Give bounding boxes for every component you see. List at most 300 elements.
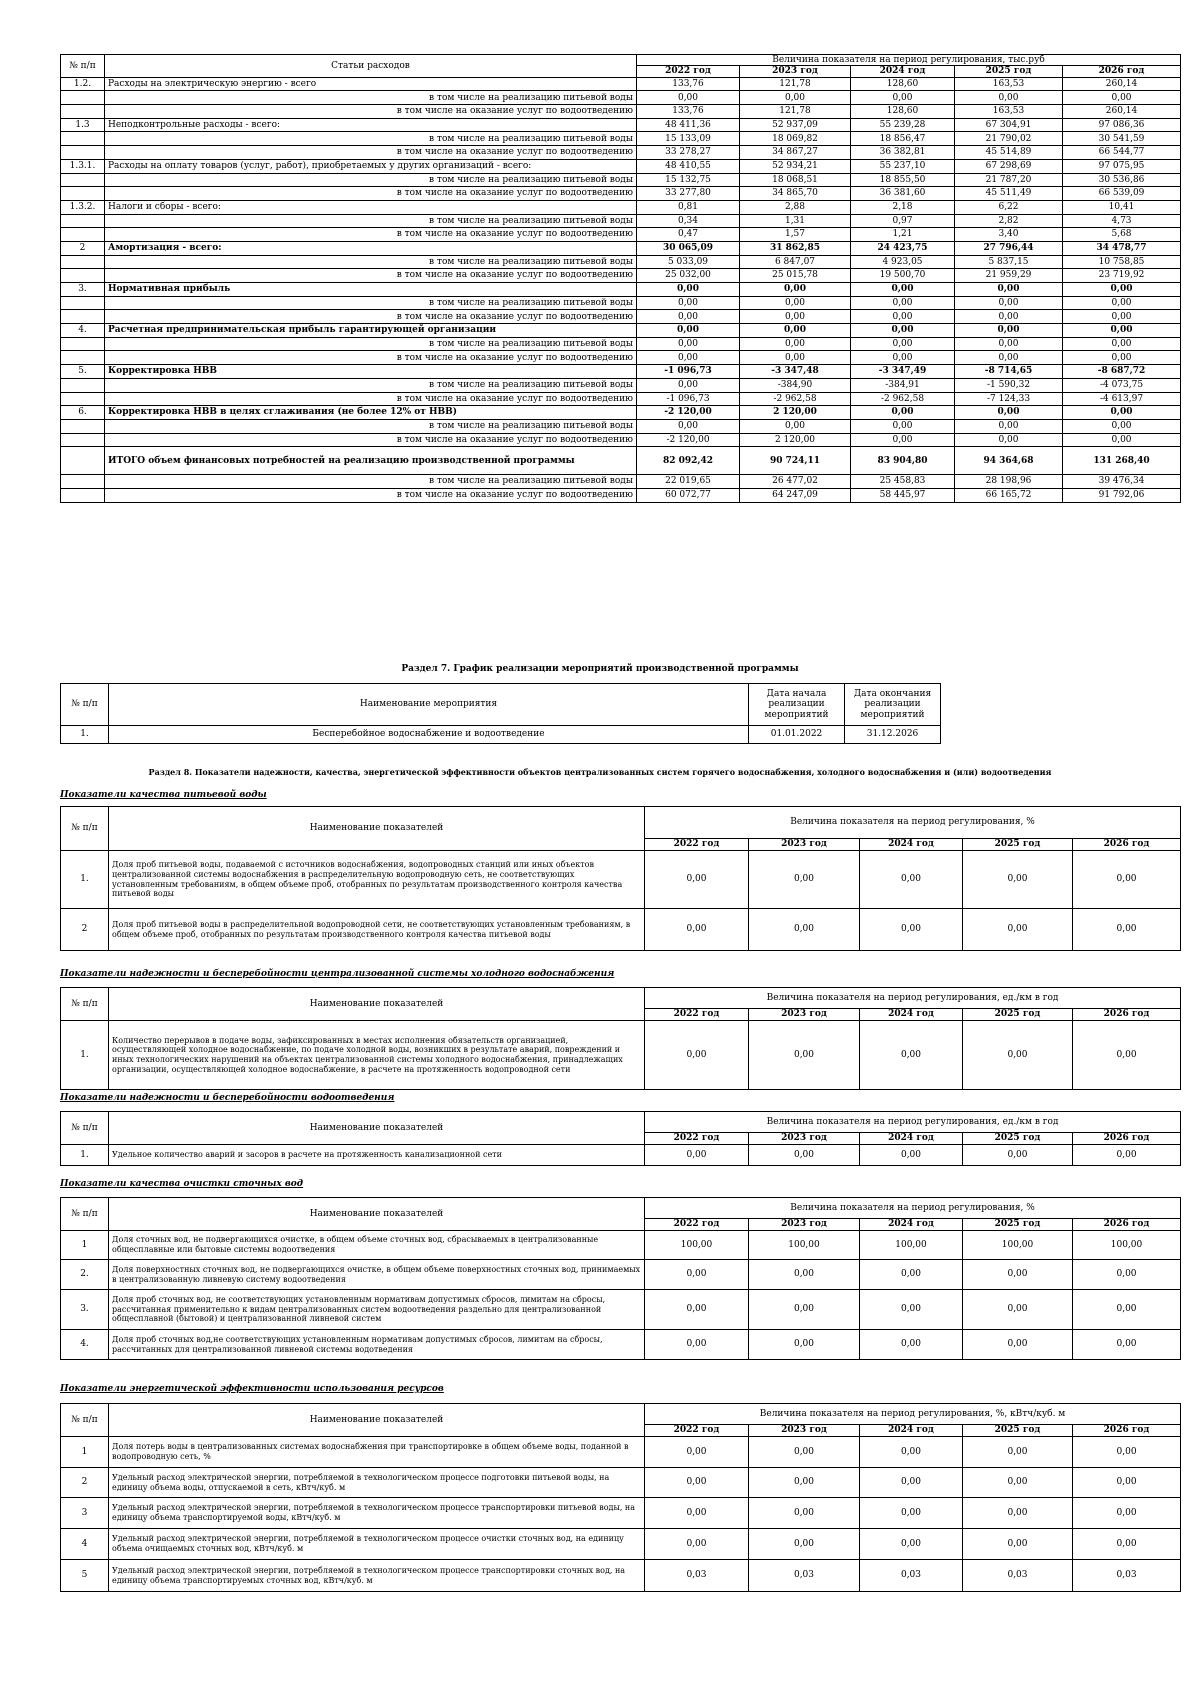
expenses-table xyxy=(60,54,1181,503)
value-cell: 0,00 xyxy=(963,1498,1073,1529)
value-cell: 0,00 xyxy=(963,1437,1073,1468)
table-row xyxy=(61,283,1181,297)
row-num: 1 xyxy=(61,1437,109,1468)
table-row xyxy=(61,173,1181,187)
value-cell: 0,00 xyxy=(740,324,851,338)
table-row xyxy=(61,146,1181,160)
value-cell: 0,00 xyxy=(955,433,1063,447)
value-cell: 0,47 xyxy=(637,228,740,242)
col-num-header: № п/п xyxy=(61,55,105,78)
row-num: 2. xyxy=(61,1260,109,1290)
value-cell: 0,00 xyxy=(851,283,955,297)
value-cell: 25 458,83 xyxy=(851,475,955,489)
value-cell: 0,00 xyxy=(740,419,851,433)
value-cell: 18 856,47 xyxy=(851,132,955,146)
table-row xyxy=(61,1529,1181,1560)
row-label: Корректировка НВВ в целях сглаживания (не более 12% от НВВ) xyxy=(105,406,637,420)
table-row xyxy=(61,228,1181,242)
value-cell: 26 477,02 xyxy=(740,475,851,489)
value-cell: 0,00 xyxy=(645,1260,749,1290)
value-cell: 1,57 xyxy=(740,228,851,242)
value-cell: 0,00 xyxy=(963,1330,1073,1360)
table-row xyxy=(61,91,1181,105)
value-cell: 0,00 xyxy=(851,419,955,433)
row-label: Расходы на электрическую энергию - всего xyxy=(105,77,637,91)
row-label: в том числе на реализацию питьевой воды xyxy=(105,255,637,269)
row-label: в том числе на оказание услуг по водоотведению xyxy=(105,187,637,201)
value-cell: 36 381,60 xyxy=(851,187,955,201)
row-num xyxy=(61,269,105,283)
row-num: 2 xyxy=(61,909,109,951)
year-header: 2023 год xyxy=(749,839,860,851)
col-num-header: № п/п xyxy=(61,1404,109,1437)
table-row xyxy=(61,1468,1181,1498)
value-cell: 0,00 xyxy=(1073,1260,1181,1290)
table-row xyxy=(61,214,1181,228)
value-cell: -2 120,00 xyxy=(637,406,740,420)
value-cell: 0,00 xyxy=(851,91,955,105)
indicator-label: Удельный расход электрической энергии, потребляемой в технологическом процессе транспортировки сточных вод, на единицу объема транспортируемых сточных вод, кВтч/куб. м xyxy=(109,1560,645,1592)
row-num xyxy=(61,488,105,502)
value-cell: 0,00 xyxy=(749,1021,860,1090)
value-cell: 0,00 xyxy=(851,406,955,420)
value-cell: 100,00 xyxy=(963,1231,1073,1260)
row-num xyxy=(61,105,105,119)
table-row xyxy=(61,365,1181,379)
row-num xyxy=(61,255,105,269)
row-label: ИТОГО объем финансовых потребностей на реализацию производственной программы xyxy=(105,447,637,475)
value-cell: 0,00 xyxy=(860,1498,963,1529)
value-cell: 0,00 xyxy=(860,1145,963,1166)
value-cell: 0,00 xyxy=(860,851,963,909)
section7-title: Раздел 7. График реализации мероприятий производственной программы xyxy=(401,664,799,674)
value-cell: 91 792,06 xyxy=(1063,488,1181,502)
value-cell: 0,00 xyxy=(851,433,955,447)
table-row xyxy=(61,255,1181,269)
row-num xyxy=(61,351,105,365)
indicator-table xyxy=(60,987,1181,1090)
value-cell: 0,00 xyxy=(749,1529,860,1560)
year-header: 2022 год xyxy=(645,1133,749,1145)
table-row xyxy=(61,1021,1181,1090)
value-cell: 25 032,00 xyxy=(637,269,740,283)
indicator-label: Доля потерь воды в централизованных системах водоснабжения при транспортировке в общем объеме воды, поданной в водопроводную сеть, % xyxy=(109,1437,645,1468)
col-num-header: № п/п xyxy=(61,1198,109,1231)
value-cell: 0,03 xyxy=(645,1560,749,1592)
value-cell: 0,00 xyxy=(963,1021,1073,1090)
col-value-header: Величина показателя на период регулирования, %, кВтч/куб. м xyxy=(645,1404,1181,1425)
indicator-label: Удельный расход электрической энергии, потребляемой в технологическом процессе транспортировки питьевой воды, на единицу объема транспортируемой воды, кВтч/куб. м xyxy=(109,1498,645,1529)
table-row xyxy=(61,1145,1181,1166)
row-num xyxy=(61,447,105,475)
value-cell: 0,00 xyxy=(1063,337,1181,351)
row-num xyxy=(61,146,105,160)
value-cell: 0,00 xyxy=(637,378,740,392)
row-num: 4. xyxy=(61,1330,109,1360)
value-cell: 0,00 xyxy=(860,1529,963,1560)
value-cell: -384,90 xyxy=(740,378,851,392)
row-num xyxy=(61,214,105,228)
year-header: 2023 год xyxy=(749,1219,860,1231)
value-cell: -8 687,72 xyxy=(1063,365,1181,379)
value-cell: 0,00 xyxy=(955,91,1063,105)
year-header: 2022 год xyxy=(645,1219,749,1231)
table-row xyxy=(61,337,1181,351)
value-cell: 64 247,09 xyxy=(740,488,851,502)
row-num: 1. xyxy=(61,1145,109,1166)
year-header: 2025 год xyxy=(963,1425,1073,1437)
table-row xyxy=(61,132,1181,146)
value-cell: 55 239,28 xyxy=(851,118,955,132)
table-row xyxy=(61,187,1181,201)
value-cell: 0,00 xyxy=(1073,1290,1181,1330)
row-label: в том числе на оказание услуг по водоотведению xyxy=(105,269,637,283)
value-cell: 27 796,44 xyxy=(955,241,1063,255)
value-cell: 133,76 xyxy=(637,105,740,119)
row-label: в том числе на оказание услуг по водоотведению xyxy=(105,351,637,365)
value-cell: 10,41 xyxy=(1063,200,1181,214)
row-num: 1.3.2. xyxy=(61,200,105,214)
row-num xyxy=(61,337,105,351)
value-cell: 131 268,40 xyxy=(1063,447,1181,475)
year-header: 2023 год xyxy=(740,66,851,77)
value-cell: 0,03 xyxy=(1073,1560,1181,1592)
value-cell: 2,18 xyxy=(851,200,955,214)
year-header: 2026 год xyxy=(1073,1219,1181,1231)
value-cell: 48 411,36 xyxy=(637,118,740,132)
value-cell: 18 068,51 xyxy=(740,173,851,187)
table-row xyxy=(61,105,1181,119)
value-cell: 10 758,85 xyxy=(1063,255,1181,269)
table-row xyxy=(61,419,1181,433)
year-header: 2022 год xyxy=(645,1425,749,1437)
value-cell: 0,00 xyxy=(1063,351,1181,365)
table-row xyxy=(61,1498,1181,1529)
value-cell: 5 033,09 xyxy=(637,255,740,269)
table-row xyxy=(61,241,1181,255)
year-header: 2025 год xyxy=(963,1133,1073,1145)
value-cell: 21 787,20 xyxy=(955,173,1063,187)
block-subtitle: Показатели надежности и бесперебойности централизованной системы холодного водоснабжения xyxy=(60,969,615,979)
col-num-header: № п/п xyxy=(61,807,109,851)
value-cell: 0,00 xyxy=(963,1260,1073,1290)
row-num: 1. xyxy=(61,851,109,909)
value-cell: 0,00 xyxy=(740,91,851,105)
table-row xyxy=(61,77,1181,91)
value-cell: 34 865,70 xyxy=(740,187,851,201)
value-cell: 23 719,92 xyxy=(1063,269,1181,283)
year-header: 2024 год xyxy=(860,1133,963,1145)
row-num: 1.3.1. xyxy=(61,159,105,173)
value-cell: 0,00 xyxy=(645,1145,749,1166)
value-cell: 5 837,15 xyxy=(955,255,1063,269)
year-header: 2022 год xyxy=(637,66,740,77)
year-header: 2026 год xyxy=(1073,1425,1181,1437)
value-cell: 128,60 xyxy=(851,105,955,119)
value-cell: 97 086,36 xyxy=(1063,118,1181,132)
value-cell: 0,00 xyxy=(963,1145,1073,1166)
row-num: 2 xyxy=(61,241,105,255)
value-cell: 0,00 xyxy=(955,351,1063,365)
row-label: Налоги и сборы - всего: xyxy=(105,200,637,214)
value-cell: 30 065,09 xyxy=(637,241,740,255)
col-start-header: Дата начала реализации мероприятий xyxy=(749,684,845,726)
year-header: 2025 год xyxy=(963,839,1073,851)
table-row xyxy=(61,378,1181,392)
value-cell: 0,00 xyxy=(740,310,851,324)
value-cell: 24 423,75 xyxy=(851,241,955,255)
value-cell: 0,00 xyxy=(1073,1468,1181,1498)
row-label: в том числе на реализацию питьевой воды xyxy=(105,378,637,392)
value-cell: 60 072,77 xyxy=(637,488,740,502)
value-cell: 0,00 xyxy=(645,909,749,951)
year-header: 2025 год xyxy=(955,66,1063,77)
table-row xyxy=(61,392,1181,406)
row-num: 1. xyxy=(61,1021,109,1090)
year-header: 2026 год xyxy=(1063,66,1181,77)
value-cell: 66 544,77 xyxy=(1063,146,1181,160)
row-num xyxy=(61,310,105,324)
row-num xyxy=(61,419,105,433)
value-cell: 0,00 xyxy=(851,324,955,338)
table-row xyxy=(61,433,1181,447)
year-header: 2023 год xyxy=(749,1133,860,1145)
col-num-header: № п/п xyxy=(61,988,109,1021)
table-row xyxy=(61,1560,1181,1592)
section8-title: Раздел 8. Показатели надежности, качества, энергетической эффективности объектов централизованных систем горячего водоснабжения, холодного водоснабжения и (или) водоотведения xyxy=(148,767,1052,777)
table-row xyxy=(61,475,1181,489)
value-cell: 0,00 xyxy=(1063,91,1181,105)
value-cell: 0,00 xyxy=(860,1290,963,1330)
value-cell: 36 382,81 xyxy=(851,146,955,160)
row-num xyxy=(61,433,105,447)
col-value-header: Величина показателя на период регулирования, ед./км в год xyxy=(645,1112,1181,1133)
start-date: 01.01.2022 xyxy=(749,726,845,744)
value-cell: 0,00 xyxy=(860,1260,963,1290)
value-cell: 0,97 xyxy=(851,214,955,228)
value-cell: 0,00 xyxy=(749,1468,860,1498)
value-cell: 1,21 xyxy=(851,228,955,242)
value-cell: 0,03 xyxy=(749,1560,860,1592)
value-cell: 0,00 xyxy=(749,1330,860,1360)
year-header: 2024 год xyxy=(860,1425,963,1437)
value-cell: 0,00 xyxy=(963,851,1073,909)
value-cell: -8 714,65 xyxy=(955,365,1063,379)
value-cell: 260,14 xyxy=(1063,77,1181,91)
value-cell: 0,00 xyxy=(851,351,955,365)
table-row xyxy=(61,1330,1181,1360)
value-cell: 0,00 xyxy=(749,909,860,951)
value-cell: 34 478,77 xyxy=(1063,241,1181,255)
value-cell: 0,00 xyxy=(645,1498,749,1529)
row-num: 3. xyxy=(61,1290,109,1330)
indicator-label: Доля проб питьевой воды в распределительной водопроводной сети, не соответствующих установленным требованиям, в общем объеме проб, отобранных по результатам производственного контроля качества питьевой воды xyxy=(109,909,645,951)
value-cell: 0,00 xyxy=(645,1437,749,1468)
indicator-table xyxy=(60,1403,1181,1592)
year-header: 2025 год xyxy=(963,1009,1073,1021)
value-cell: 0,00 xyxy=(645,1330,749,1360)
row-num: 1.2. xyxy=(61,77,105,91)
value-cell: 0,00 xyxy=(637,419,740,433)
value-cell: 52 934,21 xyxy=(740,159,851,173)
row-label: в том числе на оказание услуг по водоотведению xyxy=(105,488,637,502)
value-cell: 2,88 xyxy=(740,200,851,214)
table-row xyxy=(61,488,1181,502)
table-row xyxy=(61,1437,1181,1468)
row-label: в том числе на реализацию питьевой воды xyxy=(105,91,637,105)
value-cell: 0,00 xyxy=(637,337,740,351)
row-num: 1. xyxy=(61,726,109,744)
value-cell: 121,78 xyxy=(740,77,851,91)
year-header: 2024 год xyxy=(860,839,963,851)
value-cell: 52 937,09 xyxy=(740,118,851,132)
value-cell: -4 073,75 xyxy=(1063,378,1181,392)
value-cell: 0,00 xyxy=(749,1260,860,1290)
value-cell: 4 923,05 xyxy=(851,255,955,269)
table-row xyxy=(61,851,1181,909)
col-name-header: Наименование показателей xyxy=(109,807,645,851)
year-header: 2023 год xyxy=(749,1009,860,1021)
row-label: в том числе на оказание услуг по водоотведению xyxy=(105,392,637,406)
year-header: 2024 год xyxy=(851,66,955,77)
value-cell: 0,00 xyxy=(963,1468,1073,1498)
value-cell: 0,00 xyxy=(1073,1437,1181,1468)
row-label: в том числе на реализацию питьевой воды xyxy=(105,173,637,187)
table-row xyxy=(61,1231,1181,1260)
value-cell: 0,00 xyxy=(645,1290,749,1330)
value-cell: 0,00 xyxy=(1073,909,1181,951)
value-cell: -1 096,73 xyxy=(637,392,740,406)
col-name-header: Наименование показателей xyxy=(109,988,645,1021)
row-label: в том числе на реализацию питьевой воды xyxy=(105,475,637,489)
value-cell: 0,00 xyxy=(955,419,1063,433)
value-cell: 0,00 xyxy=(645,1529,749,1560)
value-cell: 0,00 xyxy=(637,91,740,105)
value-cell: 0,00 xyxy=(1063,283,1181,297)
value-cell: 133,76 xyxy=(637,77,740,91)
value-cell: 83 904,80 xyxy=(851,447,955,475)
value-cell: 0,00 xyxy=(955,283,1063,297)
value-cell: 0,00 xyxy=(1073,851,1181,909)
value-cell: 33 277,80 xyxy=(637,187,740,201)
row-num: 4 xyxy=(61,1529,109,1560)
row-num xyxy=(61,392,105,406)
table-row xyxy=(61,406,1181,420)
row-label: в том числе на оказание услуг по водоотведению xyxy=(105,146,637,160)
value-cell: -3 347,49 xyxy=(851,365,955,379)
value-cell: 6,22 xyxy=(955,200,1063,214)
row-num xyxy=(61,378,105,392)
value-cell: 0,00 xyxy=(955,296,1063,310)
col-item-header: Статьи расходов xyxy=(105,55,637,78)
row-num xyxy=(61,132,105,146)
col-name-header: Наименование мероприятия xyxy=(109,684,749,726)
year-header: 2024 год xyxy=(860,1009,963,1021)
col-name-header: Наименование показателей xyxy=(109,1198,645,1231)
year-header: 2024 год xyxy=(860,1219,963,1231)
row-label: в том числе на реализацию питьевой воды xyxy=(105,296,637,310)
end-date: 31.12.2026 xyxy=(845,726,941,744)
row-num xyxy=(61,475,105,489)
value-cell: 0,00 xyxy=(740,337,851,351)
row-num: 5 xyxy=(61,1560,109,1592)
value-cell: 0,00 xyxy=(860,1021,963,1090)
value-cell: -7 124,33 xyxy=(955,392,1063,406)
row-num xyxy=(61,173,105,187)
year-header: 2022 год xyxy=(645,839,749,851)
value-cell: 1,31 xyxy=(740,214,851,228)
value-cell: 2 120,00 xyxy=(740,406,851,420)
value-cell: 67 304,91 xyxy=(955,118,1063,132)
value-cell: 45 514,89 xyxy=(955,146,1063,160)
value-cell: 0,00 xyxy=(749,1290,860,1330)
year-header: 2025 год xyxy=(963,1219,1073,1231)
value-cell: 0,00 xyxy=(963,1290,1073,1330)
value-cell: 34 867,27 xyxy=(740,146,851,160)
value-cell: 0,00 xyxy=(955,324,1063,338)
block-subtitle: Показатели качества очистки сточных вод xyxy=(60,1179,304,1189)
value-cell: 31 862,85 xyxy=(740,241,851,255)
value-cell: 0,00 xyxy=(860,1330,963,1360)
value-cell: 21 959,29 xyxy=(955,269,1063,283)
table-row xyxy=(61,1260,1181,1290)
value-cell: -4 613,97 xyxy=(1063,392,1181,406)
row-num xyxy=(61,91,105,105)
value-cell: 58 445,97 xyxy=(851,488,955,502)
row-label: в том числе на реализацию питьевой воды xyxy=(105,419,637,433)
value-cell: 0,81 xyxy=(637,200,740,214)
value-cell: 0,00 xyxy=(740,351,851,365)
value-cell: 28 198,96 xyxy=(955,475,1063,489)
value-cell: 15 132,75 xyxy=(637,173,740,187)
indicator-label: Доля сточных вод, не подвергающихся очистке, в общем объеме сточных вод, сбрасываемых в централизованные общесплавные или бытовые системы водоотведения xyxy=(109,1231,645,1260)
indicator-table xyxy=(60,1197,1181,1360)
row-num: 3 xyxy=(61,1498,109,1529)
value-cell: 0,00 xyxy=(637,283,740,297)
value-cell: 25 015,78 xyxy=(740,269,851,283)
value-cell: 4,73 xyxy=(1063,214,1181,228)
block-subtitle: Показатели надежности и бесперебойности водоотведения xyxy=(60,1093,395,1103)
value-cell: -384,91 xyxy=(851,378,955,392)
year-header: 2022 год xyxy=(645,1009,749,1021)
value-cell: 97 075,95 xyxy=(1063,159,1181,173)
value-cell: 0,00 xyxy=(1063,433,1181,447)
table-row xyxy=(61,324,1181,338)
value-cell: 0,00 xyxy=(1073,1498,1181,1529)
row-label: в том числе на оказание услуг по водоотведению xyxy=(105,433,637,447)
value-cell: -2 962,58 xyxy=(740,392,851,406)
value-cell: 0,00 xyxy=(955,406,1063,420)
value-cell: 0,00 xyxy=(1073,1021,1181,1090)
value-cell: 0,00 xyxy=(749,1145,860,1166)
row-num: 5. xyxy=(61,365,105,379)
value-cell: 0,00 xyxy=(740,296,851,310)
value-cell: 0,00 xyxy=(1063,324,1181,338)
row-label: Неподконтрольные расходы - всего: xyxy=(105,118,637,132)
value-cell: 15 133,09 xyxy=(637,132,740,146)
value-cell: 0,00 xyxy=(749,1437,860,1468)
col-name-header: Наименование показателей xyxy=(109,1404,645,1437)
value-cell: 19 500,70 xyxy=(851,269,955,283)
row-label: в том числе на реализацию питьевой воды xyxy=(105,214,637,228)
value-cell: 0,03 xyxy=(963,1560,1073,1592)
value-cell: 0,34 xyxy=(637,214,740,228)
row-label: Корректировка НВВ xyxy=(105,365,637,379)
value-cell: 82 092,42 xyxy=(637,447,740,475)
value-cell: 0,00 xyxy=(955,310,1063,324)
indicator-label: Количество перерывов в подаче воды, зафиксированных в местах исполнения обязательств организацией, осуществляющей холодное водоснабжение, по подаче холодной воды, возникших в результате аварий, повреждений и иных технологических нарушений на объектах централизованной системы холодного водоснабжения, принадлежащих организации, осуществляющей холодное водоснабжение, в расчете на протяженность водопроводной сети xyxy=(109,1021,645,1090)
value-cell: 0,00 xyxy=(749,851,860,909)
